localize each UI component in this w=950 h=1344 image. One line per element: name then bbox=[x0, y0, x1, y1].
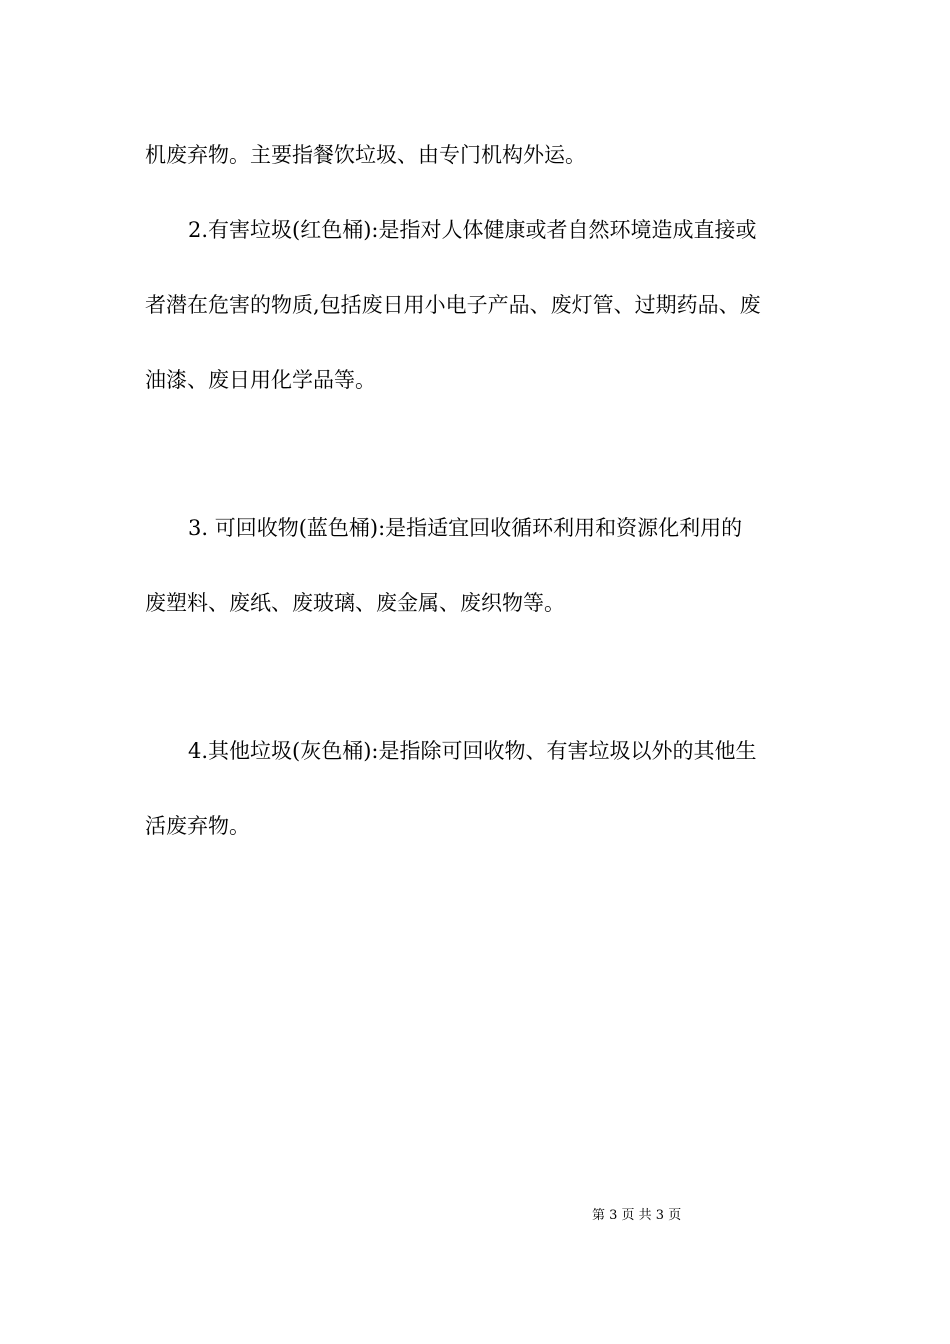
text-line-8: 活废弃物。 bbox=[145, 814, 250, 838]
page-footer: 第 3 页 共 3 页 bbox=[592, 1208, 682, 1223]
text-line-4: 油漆、废日用化学品等。 bbox=[145, 368, 376, 392]
text-line-1: 机废弃物。主要指餐饮垃圾、由专门机构外运。 bbox=[145, 143, 586, 167]
text-line-2: 2.有害垃圾(红色桶):是指对人体健康或者自然环境造成直接或 bbox=[188, 218, 757, 242]
text-line-7: 4.其他垃圾(灰色桶):是指除可回收物、有害垃圾以外的其他生 bbox=[188, 739, 757, 763]
text-line-3: 者潜在危害的物质,包括废日用小电子产品、废灯管、过期药品、废 bbox=[145, 293, 761, 317]
text-line-6: 废塑料、废纸、废玻璃、废金属、废织物等。 bbox=[145, 591, 565, 615]
text-line-5: 3. 可回收物(蓝色桶):是指适宜回收循环利用和资源化利用的 bbox=[188, 516, 743, 540]
